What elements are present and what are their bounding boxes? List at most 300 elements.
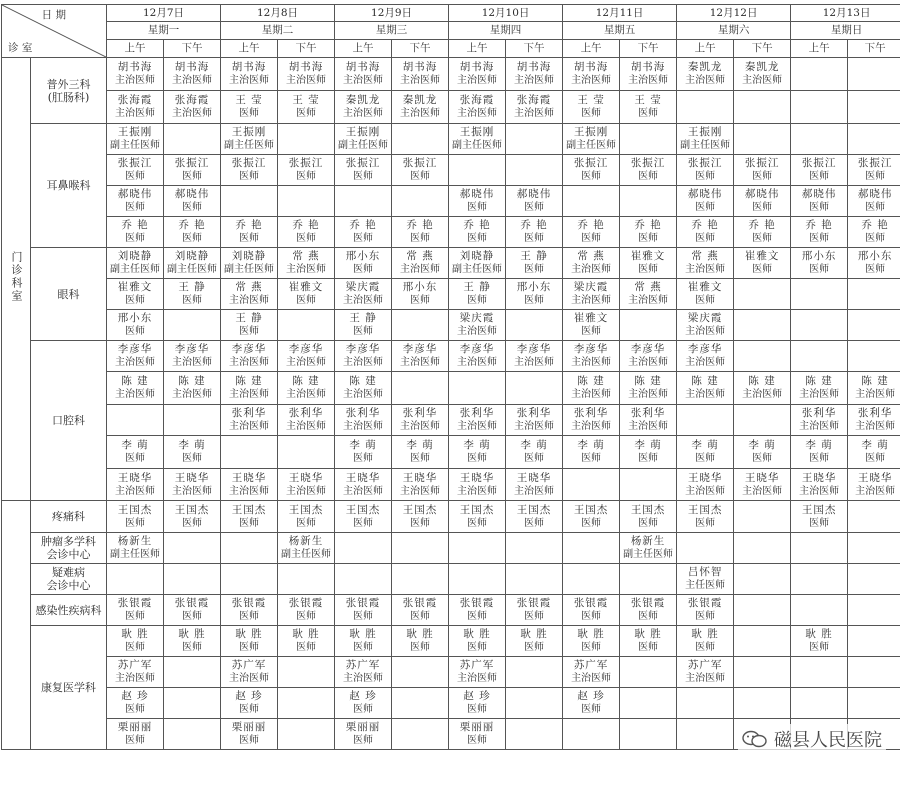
doctor-name: 苏广军 <box>231 659 267 671</box>
doctor-name: 张利华 <box>288 407 324 419</box>
doctor-name: 陈 建 <box>292 375 320 387</box>
doctor-title: 医师 <box>581 642 602 653</box>
schedule-row <box>2 595 900 626</box>
doctor-name: 张银霞 <box>459 597 495 609</box>
afternoon-doctor-cell <box>392 217 449 248</box>
afternoon-doctor-cell <box>506 248 563 279</box>
doctor-name: 陈 建 <box>235 375 263 387</box>
doctor-name: 刘晓静 <box>117 250 153 262</box>
morning-doctor-cell <box>221 217 278 248</box>
doctor-title: 主治医师 <box>571 389 612 400</box>
doctor-title: 医师 <box>581 108 602 119</box>
doctor-name: 张振江 <box>288 157 324 169</box>
doctor-name: 陈 建 <box>634 375 662 387</box>
schedule-row <box>2 310 900 341</box>
date-header: 12月13日 <box>791 5 900 22</box>
doctor-title: 医师 <box>695 171 716 182</box>
morning-doctor-cell <box>221 501 278 533</box>
doctor-title: 医师 <box>638 108 659 119</box>
morning-doctor-cell <box>335 310 392 341</box>
morning-doctor-cell <box>677 688 734 719</box>
doctor-title: 医师 <box>638 233 659 244</box>
morning-doctor-cell <box>791 58 848 91</box>
afternoon-doctor-cell <box>620 248 677 279</box>
doctor-name: 乔 艳 <box>748 219 776 231</box>
doctor-name: 苏广军 <box>573 659 609 671</box>
doctor-name: 崔雅文 <box>687 281 723 293</box>
doctor-name: 耿 胜 <box>520 628 548 640</box>
afternoon-doctor-cell <box>848 310 900 341</box>
doctor-title: 医师 <box>239 735 260 746</box>
doctor-name: 赵 珍 <box>121 690 149 702</box>
morning-doctor-cell <box>449 155 506 186</box>
afternoon-doctor-cell <box>278 688 335 719</box>
afternoon-doctor-cell <box>278 595 335 626</box>
morning-doctor-cell <box>335 719 392 750</box>
morning-doctor-cell <box>335 626 392 657</box>
afternoon-doctor-cell <box>848 155 900 186</box>
afternoon-doctor-cell <box>506 217 563 248</box>
doctor-title: 副主任医师 <box>452 264 503 275</box>
date-header: 12月7日 <box>107 5 221 22</box>
afternoon-doctor-cell <box>620 279 677 310</box>
morning-doctor-cell <box>449 124 506 155</box>
morning-doctor-cell <box>791 341 848 372</box>
morning-doctor-cell <box>791 405 848 436</box>
doctor-title: 副主任医师 <box>167 264 217 275</box>
doctor-name: 陈 建 <box>691 375 719 387</box>
doctor-name: 陈 建 <box>178 375 206 387</box>
afternoon-doctor-cell <box>392 657 449 688</box>
doctor-title: 主治医师 <box>685 75 726 86</box>
afternoon-doctor-cell <box>506 626 563 657</box>
afternoon-doctor-cell <box>506 719 563 750</box>
outpatient-schedule-table <box>1 4 900 750</box>
afternoon-doctor-cell <box>620 217 677 248</box>
afternoon-doctor-cell <box>848 248 900 279</box>
doctor-title: 主治医师 <box>457 75 498 86</box>
morning-doctor-cell <box>107 405 164 436</box>
afternoon-doctor-cell <box>392 279 449 310</box>
doctor-name: 乔 艳 <box>121 219 149 231</box>
doctor-name: 耿 胜 <box>292 628 320 640</box>
doctor-title: 主治医师 <box>628 75 669 86</box>
doctor-title: 医师 <box>809 642 830 653</box>
morning-doctor-cell <box>449 626 506 657</box>
doctor-name: 刘晓静 <box>459 250 495 262</box>
afternoon-doctor-cell <box>506 469 563 501</box>
department-cell: 疑难病 会诊中心 <box>31 564 107 595</box>
doctor-name: 耿 胜 <box>463 628 491 640</box>
morning-doctor-cell <box>221 469 278 501</box>
doctor-title: 主治医师 <box>115 108 155 119</box>
doctor-name: 陈 建 <box>861 375 889 387</box>
doctor-title: 医师 <box>809 171 830 182</box>
afternoon-doctor-cell <box>164 155 221 186</box>
doctor-title: 主治医师 <box>457 108 498 119</box>
doctor-title: 主治医师 <box>571 264 612 275</box>
afternoon-doctor-cell <box>848 279 900 310</box>
date-header-label: 日 期 <box>41 9 66 21</box>
morning-doctor-cell <box>563 469 620 501</box>
doctor-name: 梁庆霞 <box>345 281 381 293</box>
doctor-title: 主治医师 <box>286 485 327 497</box>
doctor-name: 李彦华 <box>402 343 438 355</box>
doctor-title: 医师 <box>467 202 488 213</box>
afternoon-doctor-cell <box>620 688 677 719</box>
doctor-title: 医师 <box>353 326 374 337</box>
afternoon-doctor-cell <box>848 58 900 91</box>
doctor-name: 耿 胜 <box>121 628 149 640</box>
morning-doctor-cell <box>791 626 848 657</box>
doctor-title: 医师 <box>410 517 431 529</box>
doctor-name: 崔雅文 <box>630 250 666 262</box>
morning-doctor-cell <box>449 217 506 248</box>
afternoon-doctor-cell <box>734 501 791 533</box>
doctor-title: 医师 <box>410 611 431 622</box>
doctor-name: 张振江 <box>801 157 837 169</box>
morning-doctor-cell <box>677 657 734 688</box>
doctor-title: 医师 <box>581 517 602 529</box>
afternoon-doctor-cell <box>848 688 900 719</box>
morning-doctor-cell <box>221 279 278 310</box>
doctor-name: 崔雅文 <box>744 250 780 262</box>
doctor-name: 崔雅文 <box>117 281 153 293</box>
doctor-title: 主治医师 <box>400 108 441 119</box>
doctor-name: 胡书海 <box>231 61 267 73</box>
doctor-title: 主治医师 <box>685 389 726 400</box>
morning-doctor-cell <box>449 405 506 436</box>
morning-doctor-cell <box>563 372 620 405</box>
afternoon-doctor-cell <box>392 626 449 657</box>
doctor-title: 医师 <box>353 611 374 622</box>
doctor-title: 主治医师 <box>229 485 270 497</box>
doctor-title: 主治医师 <box>172 75 212 86</box>
afternoon-doctor-cell <box>848 341 900 372</box>
morning-doctor-cell <box>677 436 734 469</box>
doctor-name: 乔 艳 <box>178 219 206 231</box>
afternoon-doctor-cell <box>278 564 335 595</box>
doctor-title: 医师 <box>353 517 374 529</box>
schedule-row <box>2 341 900 372</box>
morning-doctor-cell <box>221 310 278 341</box>
doctor-title: 医师 <box>752 264 773 275</box>
doctor-title: 主治医师 <box>628 295 669 306</box>
morning-doctor-cell <box>449 341 506 372</box>
afternoon-doctor-cell <box>620 657 677 688</box>
doctor-name: 张振江 <box>345 157 381 169</box>
doctor-name: 耿 胜 <box>349 628 377 640</box>
afternoon-doctor-cell <box>734 124 791 155</box>
doctor-name: 常 燕 <box>406 250 434 262</box>
doctor-title: 医师 <box>467 704 488 715</box>
morning-doctor-cell <box>107 436 164 469</box>
doctor-name: 郝晓伟 <box>174 188 210 200</box>
morning-doctor-cell <box>107 341 164 372</box>
morning-doctor-cell <box>449 372 506 405</box>
afternoon-doctor-cell <box>278 469 335 501</box>
morning-doctor-cell <box>791 91 848 124</box>
doctor-name: 张海霞 <box>174 94 210 106</box>
morning-doctor-cell <box>107 155 164 186</box>
morning-doctor-cell <box>221 719 278 750</box>
doctor-title: 主治医师 <box>400 421 441 432</box>
doctor-name: 胡书海 <box>630 61 666 73</box>
morning-doctor-cell <box>563 688 620 719</box>
doctor-name: 栗丽丽 <box>459 721 495 733</box>
morning-doctor-cell <box>107 186 164 217</box>
doctor-name: 王晓华 <box>174 471 210 484</box>
doctor-title: 主治医师 <box>457 673 498 684</box>
afternoon-doctor-cell <box>164 58 221 91</box>
morning-doctor-cell <box>677 564 734 595</box>
morning-header: 上午 <box>107 40 164 58</box>
doctor-title: 主治医师 <box>400 485 441 497</box>
schedule-row <box>2 657 900 688</box>
group-label-blank <box>2 501 31 750</box>
doctor-title: 主治医师 <box>400 75 441 86</box>
doctor-title: 副主任医师 <box>110 549 160 560</box>
schedule-row <box>2 436 900 469</box>
afternoon-doctor-cell <box>392 310 449 341</box>
doctor-name: 王 莹 <box>235 94 263 106</box>
afternoon-doctor-cell <box>164 124 221 155</box>
weekday-header: 星期日 <box>791 22 900 40</box>
afternoon-doctor-cell <box>392 501 449 533</box>
doctor-title: 医师 <box>524 453 545 464</box>
morning-doctor-cell <box>791 217 848 248</box>
doctor-name: 陈 建 <box>805 375 833 387</box>
doctor-title: 主治医师 <box>286 75 327 86</box>
morning-doctor-cell <box>221 626 278 657</box>
morning-doctor-cell <box>335 533 392 564</box>
afternoon-doctor-cell <box>620 501 677 533</box>
morning-doctor-cell <box>563 564 620 595</box>
doctor-name: 邢小东 <box>117 312 153 324</box>
morning-header: 上午 <box>221 40 278 58</box>
doctor-name: 乔 艳 <box>349 219 377 231</box>
doctor-title: 主治医师 <box>457 357 498 368</box>
doctor-name: 王国杰 <box>516 503 552 516</box>
afternoon-doctor-cell <box>278 58 335 91</box>
weekday-header: 星期四 <box>449 22 563 40</box>
afternoon-doctor-cell <box>164 688 221 719</box>
header-corner-cell <box>2 5 107 58</box>
doctor-title: 主治医师 <box>628 421 669 432</box>
morning-doctor-cell <box>107 248 164 279</box>
afternoon-doctor-cell <box>848 372 900 405</box>
afternoon-doctor-cell <box>278 155 335 186</box>
morning-doctor-cell <box>791 124 848 155</box>
morning-doctor-cell <box>677 248 734 279</box>
doctor-title: 主治医师 <box>457 326 498 337</box>
doctor-name: 耿 胜 <box>178 628 206 640</box>
doctor-title: 医师 <box>125 453 145 464</box>
doctor-title: 医师 <box>182 611 202 622</box>
doctor-title: 主治医师 <box>855 389 896 400</box>
doctor-title: 医师 <box>410 453 431 464</box>
doctor-name: 胡书海 <box>345 61 381 73</box>
afternoon-header: 下午 <box>506 40 563 58</box>
doctor-name: 李彦华 <box>516 343 552 355</box>
doctor-title: 医师 <box>182 295 202 306</box>
afternoon-doctor-cell <box>164 248 221 279</box>
doctor-title: 医师 <box>125 642 145 653</box>
morning-doctor-cell <box>791 688 848 719</box>
doctor-title: 医师 <box>638 453 659 464</box>
doctor-name: 张银霞 <box>288 597 324 609</box>
doctor-title: 医师 <box>182 171 202 182</box>
afternoon-doctor-cell <box>164 719 221 750</box>
morning-doctor-cell <box>677 372 734 405</box>
doctor-name: 乔 艳 <box>463 219 491 231</box>
morning-doctor-cell <box>563 533 620 564</box>
morning-doctor-cell <box>791 501 848 533</box>
doctor-name: 胡书海 <box>516 61 552 73</box>
doctor-title: 医师 <box>353 704 374 715</box>
afternoon-doctor-cell <box>620 469 677 501</box>
doctor-name: 秦凯龙 <box>345 94 381 106</box>
doctor-title: 医师 <box>638 611 659 622</box>
morning-doctor-cell <box>335 91 392 124</box>
afternoon-doctor-cell <box>848 595 900 626</box>
doctor-title: 主治医师 <box>685 357 726 368</box>
doctor-title: 副主任医师 <box>452 140 503 151</box>
morning-doctor-cell <box>107 719 164 750</box>
doctor-title: 医师 <box>410 233 431 244</box>
doctor-name: 张银霞 <box>402 597 438 609</box>
afternoon-doctor-cell <box>164 372 221 405</box>
afternoon-doctor-cell <box>734 595 791 626</box>
doctor-name: 栗丽丽 <box>231 721 267 733</box>
afternoon-header: 下午 <box>278 40 335 58</box>
doctor-title: 医师 <box>752 171 773 182</box>
weekday-header: 星期五 <box>563 22 677 40</box>
afternoon-doctor-cell <box>278 626 335 657</box>
doctor-title: 医师 <box>125 202 145 213</box>
afternoon-doctor-cell <box>506 155 563 186</box>
doctor-name: 耿 胜 <box>691 628 719 640</box>
doctor-name: 陈 建 <box>577 375 605 387</box>
doctor-title: 医师 <box>467 453 488 464</box>
morning-header: 上午 <box>791 40 848 58</box>
doctor-name: 张振江 <box>117 157 153 169</box>
doctor-title: 主治医师 <box>685 673 726 684</box>
morning-doctor-cell <box>335 657 392 688</box>
doctor-title: 医师 <box>638 264 659 275</box>
doctor-name: 崔雅文 <box>573 312 609 324</box>
department-cell: 康复医学科 <box>31 626 107 750</box>
afternoon-doctor-cell <box>620 533 677 564</box>
doctor-title: 副主任医师 <box>110 140 160 151</box>
doctor-title: 医师 <box>296 108 317 119</box>
doctor-name: 郝晓伟 <box>801 188 837 200</box>
doctor-title: 医师 <box>467 517 488 529</box>
afternoon-doctor-cell <box>392 58 449 91</box>
doctor-title: 医师 <box>125 295 145 306</box>
afternoon-doctor-cell <box>848 436 900 469</box>
doctor-title: 主治医师 <box>115 673 155 684</box>
department-cell: 口腔科 <box>31 341 107 501</box>
doctor-name: 杨新生 <box>117 535 153 547</box>
group-label-outpatient <box>2 58 31 501</box>
morning-doctor-cell <box>107 657 164 688</box>
afternoon-doctor-cell <box>620 124 677 155</box>
morning-doctor-cell <box>563 310 620 341</box>
afternoon-doctor-cell <box>164 405 221 436</box>
doctor-name: 梁庆霞 <box>573 281 609 293</box>
morning-doctor-cell <box>221 341 278 372</box>
doctor-title: 主治医师 <box>799 485 840 497</box>
doctor-title: 主治医师 <box>229 673 270 684</box>
afternoon-doctor-cell <box>506 279 563 310</box>
doctor-title: 主治医师 <box>343 389 384 400</box>
doctor-title: 医师 <box>353 642 374 653</box>
doctor-title: 医师 <box>239 611 260 622</box>
doctor-name: 张振江 <box>174 157 210 169</box>
doctor-name: 王国杰 <box>231 503 267 516</box>
schedule-row <box>2 248 900 279</box>
doctor-name: 赵 珍 <box>463 690 491 702</box>
afternoon-doctor-cell <box>506 436 563 469</box>
doctor-name: 苏广军 <box>117 659 153 671</box>
doctor-title: 医师 <box>467 611 488 622</box>
doctor-name: 胡书海 <box>117 61 153 73</box>
doctor-name: 王 静 <box>520 250 548 262</box>
department-cell: 眼科 <box>31 248 107 341</box>
afternoon-doctor-cell <box>620 186 677 217</box>
doctor-title: 医师 <box>182 517 202 529</box>
morning-doctor-cell <box>563 657 620 688</box>
doctor-name: 张银霞 <box>687 597 723 609</box>
morning-doctor-cell <box>563 248 620 279</box>
weekday-header: 星期六 <box>677 22 791 40</box>
doctor-name: 栗丽丽 <box>345 721 381 733</box>
morning-doctor-cell <box>563 155 620 186</box>
morning-doctor-cell <box>449 657 506 688</box>
doctor-name: 李 萌 <box>349 439 377 451</box>
afternoon-doctor-cell <box>392 564 449 595</box>
doctor-title: 主治医师 <box>115 75 155 86</box>
morning-doctor-cell <box>563 501 620 533</box>
morning-doctor-cell <box>335 217 392 248</box>
doctor-title: 主治医师 <box>343 485 384 497</box>
morning-doctor-cell <box>107 501 164 533</box>
morning-doctor-cell <box>221 248 278 279</box>
afternoon-doctor-cell <box>620 405 677 436</box>
doctor-title: 主治医师 <box>742 75 783 86</box>
morning-doctor-cell <box>107 688 164 719</box>
wechat-icon <box>742 730 768 748</box>
schedule-row <box>2 405 900 436</box>
morning-doctor-cell <box>221 58 278 91</box>
morning-doctor-cell <box>335 341 392 372</box>
doctor-title: 医师 <box>865 233 886 244</box>
doctor-title: 医师 <box>524 642 545 653</box>
afternoon-doctor-cell <box>620 58 677 91</box>
doctor-title: 医师 <box>467 233 488 244</box>
doctor-name: 张振江 <box>402 157 438 169</box>
afternoon-doctor-cell <box>620 719 677 750</box>
morning-doctor-cell <box>221 595 278 626</box>
afternoon-doctor-cell <box>620 595 677 626</box>
doctor-name: 苏广军 <box>345 659 381 671</box>
doctor-title: 医师 <box>353 453 374 464</box>
date-header: 12月9日 <box>335 5 449 22</box>
doctor-name: 常 燕 <box>634 281 662 293</box>
afternoon-doctor-cell <box>848 217 900 248</box>
doctor-title: 医师 <box>239 517 260 529</box>
